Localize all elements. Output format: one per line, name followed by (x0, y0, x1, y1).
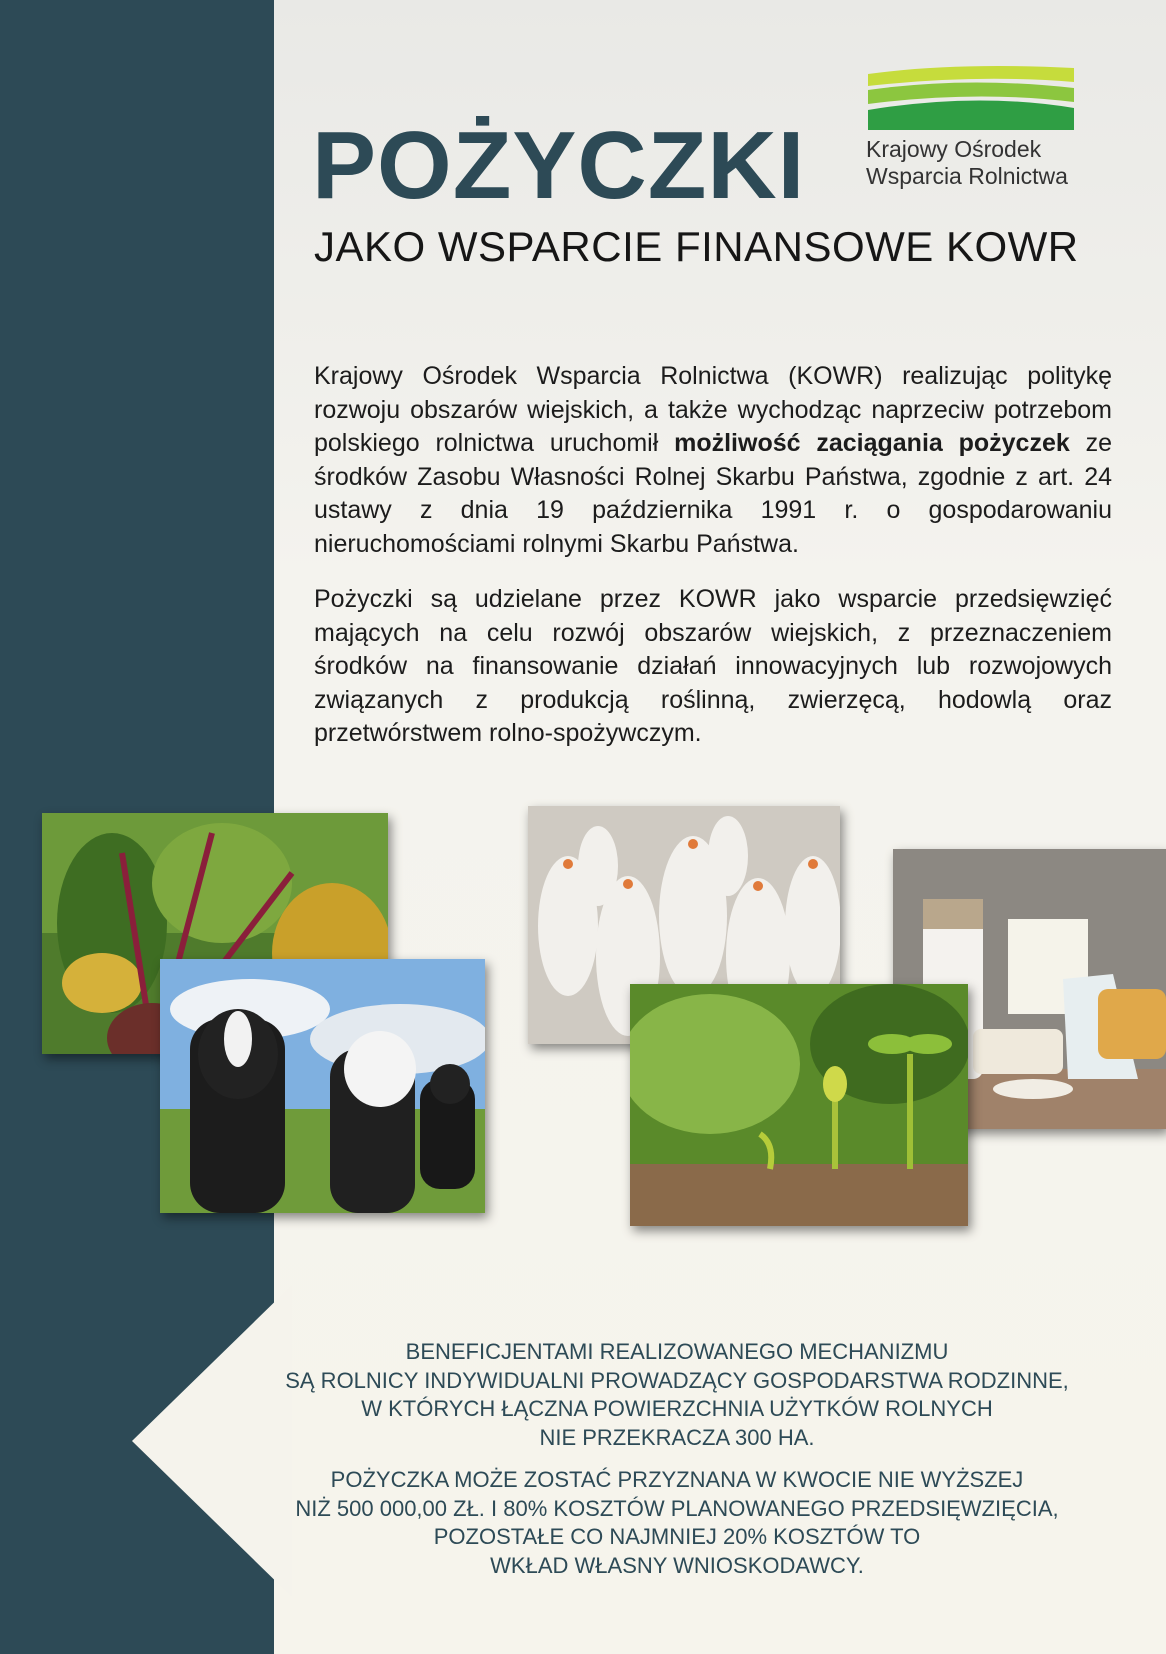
photo-cows (160, 959, 485, 1213)
paragraph-1-bold: możliwość zaciągania pożyczek (674, 429, 1070, 457)
loan-amount-info (262, 1466, 1092, 1580)
info-line: WKŁAD WŁASNY WNIOSKODAWCY. (490, 1552, 864, 1578)
page-title: POŻYCZKI (312, 112, 806, 219)
logo-text-line1: Krajowy Ośrodek (866, 136, 1042, 162)
info-line: POŻYCZKA MOŻE ZOSTAĆ PRZYZNANA W KWOCIE NIE WYŻSZEJ (330, 1467, 1024, 1492)
paragraph-1-text: Krajowy Ośrodek Wsparcia Rolnictwa (KOWR) realizując politykę rozwoju obszarów wiejskich, a także wychodząc naprzeciw potrzebom polskiego rolnictwa uruchomił (314, 362, 1112, 457)
paragraph-2: Pożyczki są udzielane przez KOWR jako wsparcie przedsięwzięć mających na celu rozwój obszarów wiejskich, z przeznaczeniem środków na finansowanie działań innowacyjnych lub rozwojowych związanych z produkcją roślinną, zwierzęcą, hodowlą oraz przetwórstwem rolno-spożywczym. (314, 585, 1112, 747)
info-line: NIE PRZEKRACZA 300 HA. (539, 1424, 815, 1450)
fields-logo-icon (866, 66, 1076, 132)
logo-text-line2: Wsparcia Rolnictwa (866, 163, 1068, 189)
photo-seedlings (630, 984, 968, 1226)
body-text (314, 360, 1112, 773)
kowr-logo (866, 66, 1076, 190)
info-line: SĄ ROLNICY INDYWIDUALNI PROWADZĄCY GOSPODARSTWA RODZINNE, (285, 1367, 1069, 1393)
info-line: W KTÓRYCH ŁĄCZNA POWIERZCHNIA UŻYTKÓW ROLNYCH (361, 1396, 993, 1421)
beneficiaries-info (262, 1338, 1092, 1452)
paragraph-1-text-end: ze środków Zasobu Własności Rolnej Skarbu Państwa, zgodnie z art. 24 ustawy z dnia 19 października 1991 r. o gospodarowaniu nieruchomościami rolnymi Skarbu Państwa. (314, 429, 1113, 558)
info-line: NIŻ 500 000,00 ZŁ. I 80% KOSZTÓW PLANOWANEGO PRZEDSIĘWZIĘCIA, (295, 1495, 1059, 1521)
info-line: POZOSTAŁE CO NAJMNIEJ 20% KOSZTÓW TO (433, 1524, 921, 1549)
page-subtitle: JAKO WSPARCIE FINANSOWE KOWR (314, 223, 1079, 270)
paragraph-1 (314, 360, 1112, 561)
info-line: BENEFICJENTAMI REALIZOWANEGO MECHANIZMU (405, 1339, 949, 1364)
